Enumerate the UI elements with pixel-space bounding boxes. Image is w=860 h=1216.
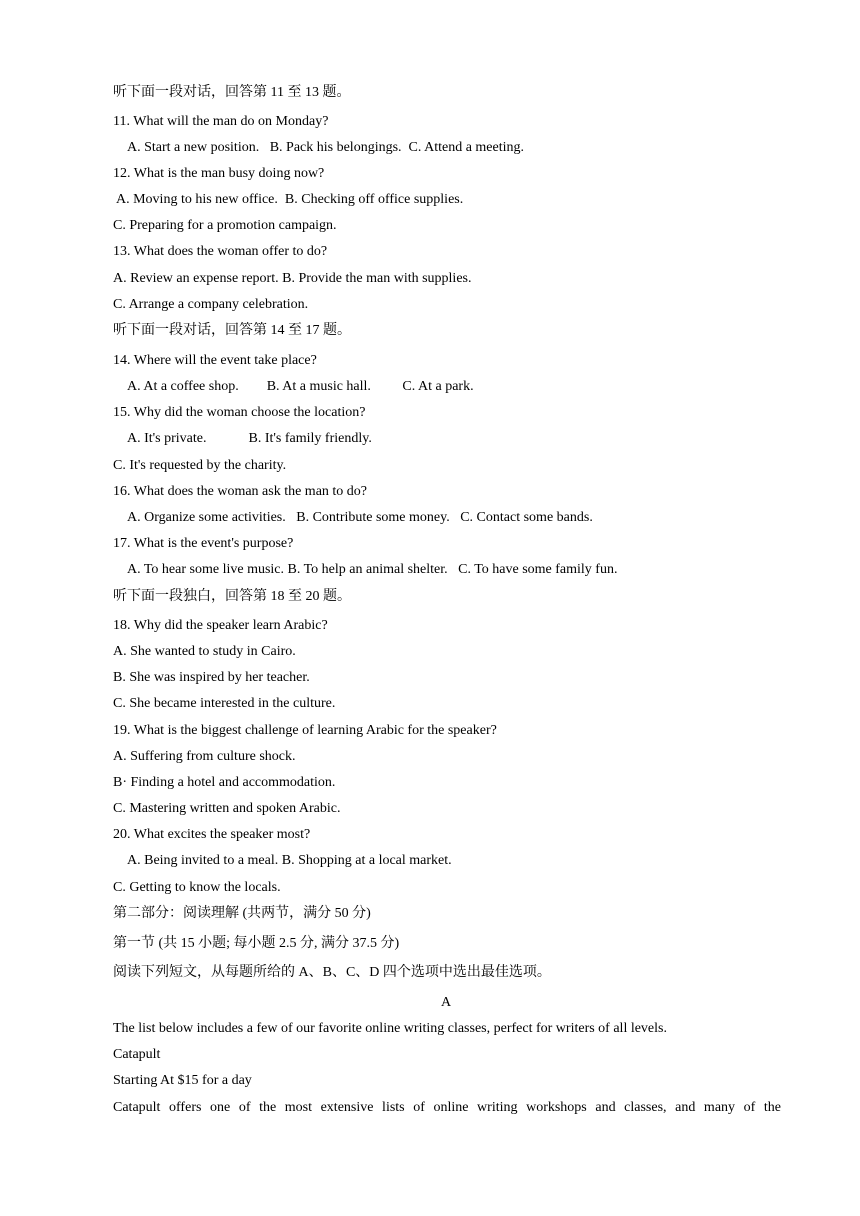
- passage-body: Catapult offers one of the most extensive lists of online writing workshops and classes, and many of the: [113, 1100, 781, 1115]
- question-12-options-ab: A. Moving to his new office. B. Checking off office supplies.: [116, 192, 464, 207]
- section-instruction-14-17: 听下面一段对话，回答第 14 至 17 题。: [113, 323, 351, 338]
- question-19: 19. What is the biggest challenge of learning Arabic for the speaker?: [113, 723, 497, 738]
- question-16-options: A. Organize some activities. B. Contribute some money. C. Contact some bands.: [127, 510, 593, 525]
- question-18: 18. Why did the speaker learn Arabic?: [113, 618, 328, 633]
- passage-intro: The list below includes a few of our favorite online writing classes, perfect for writers of all levels.: [113, 1021, 667, 1036]
- question-14-options: A. At a coffee shop. B. At a music hall. C. At a park.: [127, 379, 474, 394]
- reading-instruction: 阅读下列短文，从每题所给的 A、B、C、D 四个选项中选出最佳选项。: [113, 965, 551, 980]
- question-20: 20. What excites the speaker most?: [113, 827, 311, 842]
- question-11-options: A. Start a new position. B. Pack his belongings. C. Attend a meeting.: [127, 140, 525, 155]
- part-two-heading: 第二部分：阅读理解 (共两节，满分 50 分): [113, 906, 371, 921]
- passage-label-a: A: [440, 995, 452, 1010]
- question-12-option-c: C. Preparing for a promotion campaign.: [113, 218, 337, 233]
- question-15: 15. Why did the woman choose the location?: [113, 405, 366, 420]
- section-instruction-18-20: 听下面一段独白，回答第 18 至 20 题。: [113, 589, 351, 604]
- question-18-option-c: C. She became interested in the culture.: [113, 696, 336, 711]
- section-instruction-11-13: 听下面一段对话，回答第 11 至 13 题。: [113, 85, 351, 100]
- question-18-option-a: A. She wanted to study in Cairo.: [113, 644, 296, 659]
- question-20-options-ab: A. Being invited to a meal. B. Shopping at a local market.: [127, 853, 452, 868]
- question-15-option-c: C. It's requested by the charity.: [113, 458, 287, 473]
- question-20-option-c: C. Getting to know the locals.: [113, 880, 281, 895]
- question-13: 13. What does the woman offer to do?: [113, 244, 328, 259]
- question-15-options-ab: A. It's private. B. It's family friendly.: [127, 431, 372, 446]
- question-19-option-b: B· Finding a hotel and accommodation.: [113, 775, 336, 790]
- question-17: 17. What is the event's purpose?: [113, 536, 294, 551]
- passage-subheading-catapult: Catapult: [113, 1047, 161, 1062]
- question-19-option-c: C. Mastering written and spoken Arabic.: [113, 801, 341, 816]
- question-13-options-ab: A. Review an expense report. B. Provide the man with supplies.: [113, 271, 472, 286]
- question-17-options: A. To hear some live music. B. To help an animal shelter. C. To have some family fun.: [127, 562, 618, 577]
- question-19-option-a: A. Suffering from culture shock.: [113, 749, 296, 764]
- question-13-option-c: C. Arrange a company celebration.: [113, 297, 309, 312]
- question-11: 11. What will the man do on Monday?: [113, 114, 329, 129]
- question-18-option-b: B. She was inspired by her teacher.: [113, 670, 310, 685]
- section-one-heading: 第一节 (共 15 小题; 每小题 2.5 分, 满分 37.5 分): [113, 936, 400, 951]
- passage-price: Starting At $15 for a day: [113, 1073, 252, 1088]
- question-16: 16. What does the woman ask the man to do?: [113, 484, 368, 499]
- question-14: 14. Where will the event take place?: [113, 353, 317, 368]
- question-12: 12. What is the man busy doing now?: [113, 166, 325, 181]
